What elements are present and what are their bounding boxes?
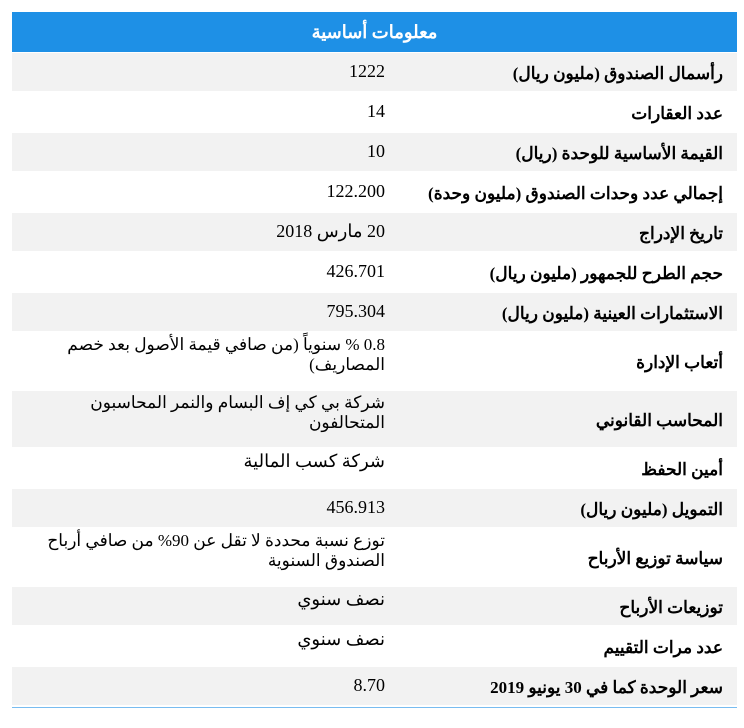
table-row — [12, 391, 737, 449]
table-row — [12, 587, 737, 627]
row-value: 456.913 — [326, 497, 385, 518]
table-header — [12, 12, 737, 53]
row-value: 0.8 % سنوياً (من صافي قيمة الأصول بعد خصم المصاريف) — [67, 335, 385, 375]
table-row — [12, 53, 737, 93]
row-value: 8.70 — [353, 675, 385, 696]
table-row — [12, 333, 737, 391]
row-label: الاستثمارات العينية (مليون ريال) — [501, 303, 723, 323]
table-row — [12, 213, 737, 253]
row-value: نصف سنوي — [297, 629, 385, 649]
table-row — [12, 133, 737, 173]
table-row — [12, 667, 737, 707]
row-label: تاريخ الإدراج — [639, 223, 723, 243]
row-label: أتعاب الإدارة — [636, 352, 723, 372]
row-label: حجم الطرح للجمهور (مليون ريال) — [489, 263, 723, 283]
table-row — [12, 253, 737, 293]
row-label: عدد العقارات — [631, 103, 723, 123]
row-value: 1222 — [349, 61, 385, 82]
row-value: 122.200 — [326, 181, 385, 202]
row-value: 795.304 — [326, 301, 385, 322]
table-row — [12, 93, 737, 133]
basic-info-table — [12, 12, 737, 708]
row-value: 10 — [367, 141, 385, 162]
table-row — [12, 173, 737, 213]
row-label: توزيعات الأرباح — [619, 597, 723, 617]
row-label: عدد مرات التقييم — [603, 637, 723, 657]
row-label: المحاسب القانوني — [595, 410, 723, 430]
row-label: رأسمال الصندوق (مليون ريال) — [512, 63, 723, 83]
row-label: إجمالي عدد وحدات الصندوق (مليون وحدة) — [428, 183, 723, 203]
row-value: شركة كسب المالية — [243, 451, 385, 471]
row-label: سعر الوحدة كما في 30 يونيو 2019 — [490, 677, 723, 697]
table-row — [12, 529, 737, 587]
row-label: القيمة الأساسية للوحدة (ريال) — [515, 143, 723, 163]
row-value: نصف سنوي — [297, 589, 385, 609]
row-label: التمويل (مليون ريال) — [580, 499, 723, 519]
table-row — [12, 489, 737, 529]
row-value: توزع نسبة محددة لا تقل عن 90% من صافي أرباح الصندوق السنوية — [47, 531, 385, 571]
row-label: أمين الحفظ — [641, 459, 723, 479]
table-row — [12, 449, 737, 489]
row-value: 426.701 — [326, 261, 385, 282]
row-value: 14 — [367, 101, 385, 122]
row-label: سياسة توزيع الأرباح — [587, 548, 723, 568]
table-row — [12, 293, 737, 333]
row-value: 20 مارس 2018 — [276, 221, 385, 242]
table-row — [12, 627, 737, 667]
table-bottom-border — [12, 707, 737, 708]
row-value: شركة بي كي إف البسام والنمر المحاسبون المتحالفون — [90, 393, 385, 433]
table-title: معلومات أساسية — [311, 21, 438, 42]
